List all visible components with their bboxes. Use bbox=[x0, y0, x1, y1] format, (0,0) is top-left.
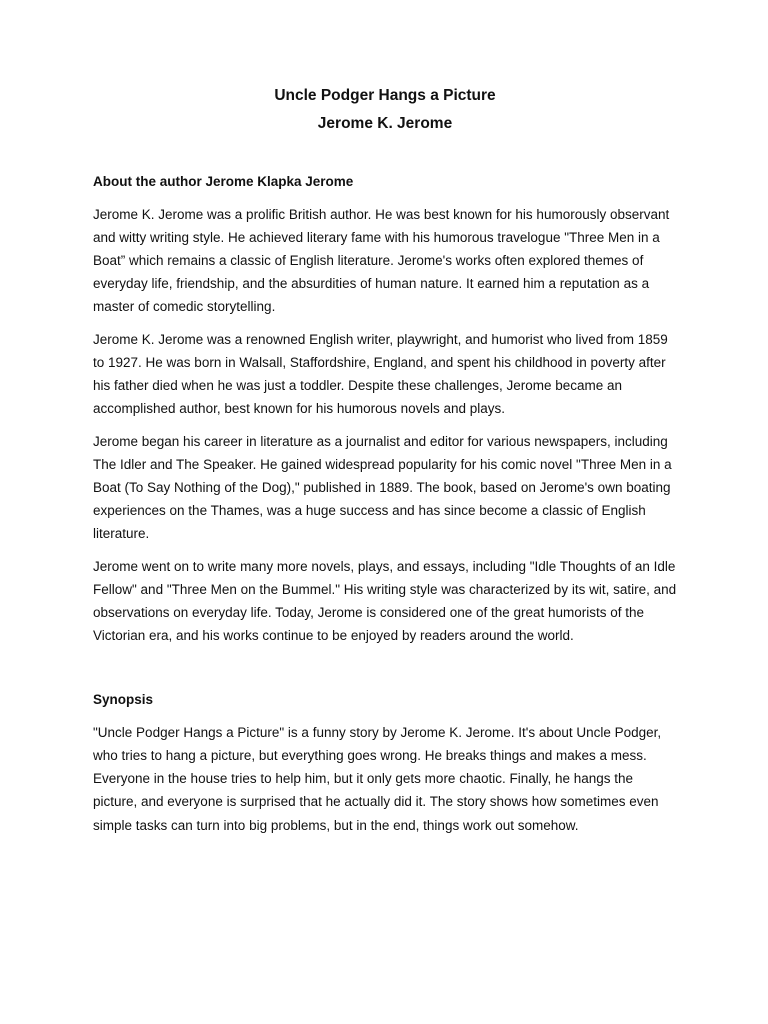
synopsis-paragraph: "Uncle Podger Hangs a Picture" is a funny story by Jerome K. Jerome. It's about Uncle Podger, who tries to hang a picture, but everything goes wrong. He breaks things and makes a mess. Everyone in the house tries to help him, but it only gets more chaotic. Finally, he hangs the picture, and everyone is surprised that he actually did it. The story shows how sometimes even simple tasks can turn into big problems, but in the end, things work out somehow. bbox=[93, 725, 662, 833]
about-paragraph-3: Jerome began his career in literature as a journalist and editor for various newspapers, including The Idler and The Speaker. He gained widespread popularity for his comic novel "Three Men in a Boat (To Say Nothing of the Dog)," published in 1889. The book, based on Jerome's own boating experiences on the Thames, was a huge success and has since become a classic of English literature. bbox=[93, 433, 672, 542]
document-title: Uncle Podger Hangs a Picture bbox=[274, 87, 496, 104]
document-author: Jerome K. Jerome bbox=[317, 115, 453, 132]
synopsis-heading: Synopsis bbox=[93, 692, 154, 708]
about-paragraph-1: Jerome K. Jerome was a prolific British author. He was best known for his humorously observant and witty writing style. He achieved literary fame with his humorous travelogue "Three Men in a Boat” which remains a classic of English literature. Jerome's works often explored themes of everyday life, friendship, and the absurdities of human nature. It earned him a reputation as a master of comedic storytelling. bbox=[93, 207, 670, 315]
about-paragraph-2: Jerome K. Jerome was a renowned English writer, playwright, and humorist who lived from 1859 to 1927. He was born in Walsall, Staffordshire, England, and spent his childhood in poverty after his father died when he was just a toddler. Despite these challenges, Jerome became an accomplished author, best known for his humorous novels and plays. bbox=[93, 331, 668, 417]
about-author-heading: About the author Jerome Klapka Jerome bbox=[93, 174, 354, 189]
about-paragraph-4: Jerome went on to write many more novels, plays, and essays, including "Idle Thoughts of an Idle Fellow" and "Three Men on the Bummel." His writing style was characterized by its wit, satire, and observations on everyday life. Today, Jerome is considered one of the great humorists of the Victorian era, and his works continue to be enjoyed by readers around the world. bbox=[93, 558, 677, 644]
title-block bbox=[93, 85, 677, 135]
document-content bbox=[93, 85, 677, 837]
